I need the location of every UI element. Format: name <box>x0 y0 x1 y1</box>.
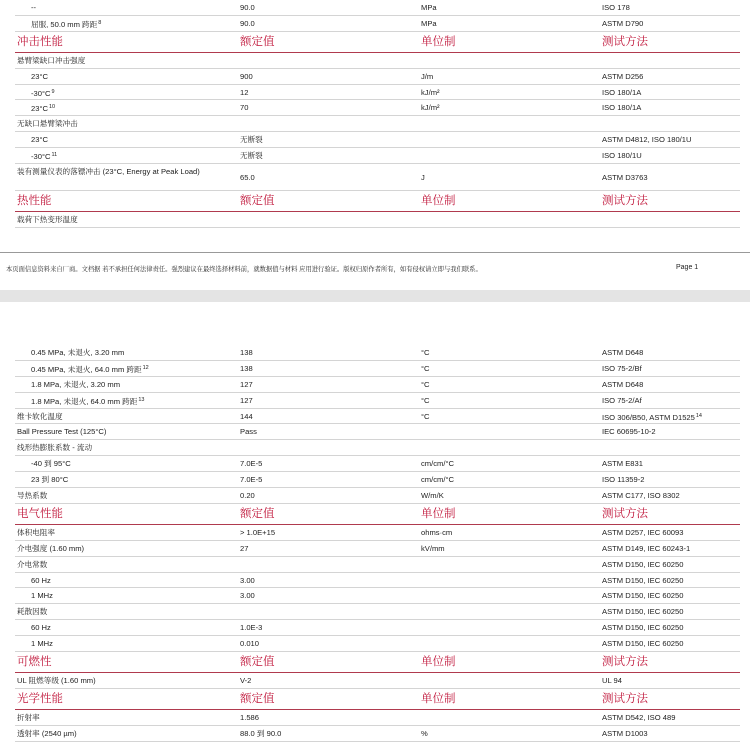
property-cell <box>31 132 48 148</box>
cell-text: 线形热膨胀系数 - 流动 <box>17 443 93 453</box>
method-cell <box>602 132 691 148</box>
section-method-cell <box>602 32 648 53</box>
cell-text: 88.0 到 90.0 <box>240 728 282 738</box>
property-cell <box>17 726 77 742</box>
cell-text: ASTM D150, IEC 60250 <box>602 559 684 569</box>
cell-text: 单位制 <box>421 195 456 208</box>
document-page-1 <box>0 0 750 290</box>
table-row <box>15 393 740 409</box>
section-unit-cell <box>421 689 456 710</box>
cell-text: 60 Hz <box>31 575 51 585</box>
section-unit-cell <box>421 191 456 212</box>
value-cell <box>240 85 248 101</box>
cell-text: -40 到 95°C <box>31 459 71 469</box>
value-cell <box>240 0 255 16</box>
value-cell <box>240 164 255 191</box>
cell-text: kJ/m² <box>421 103 440 113</box>
value-cell <box>240 393 253 409</box>
cell-text: 23°C <box>31 104 48 114</box>
cell-text: 1.586 <box>240 712 260 722</box>
method-cell <box>602 148 642 164</box>
cell-text: 无断裂 <box>240 151 263 161</box>
document-page-2 <box>0 302 750 750</box>
section-header-row <box>15 689 740 710</box>
property-cell <box>17 409 63 425</box>
method-cell <box>602 345 643 361</box>
cell-text: 透射率 (2540 µm) <box>17 728 77 738</box>
cell-text: % <box>421 728 428 738</box>
cell-text: UL 94 <box>602 676 622 686</box>
table-row <box>15 16 740 32</box>
method-cell <box>602 588 683 604</box>
cell-text: 23°C <box>31 135 48 145</box>
unit-cell <box>421 85 440 101</box>
unit-cell <box>421 409 430 425</box>
cell-text: ISO 11359-2 <box>602 475 645 485</box>
cell-text: 127 <box>240 395 253 405</box>
property-cell <box>17 541 84 557</box>
table-row <box>15 345 740 361</box>
table-row <box>15 673 740 689</box>
property-cell <box>31 345 124 361</box>
value-cell <box>240 345 253 361</box>
unit-cell <box>421 164 425 191</box>
cell-text: °C <box>421 348 430 357</box>
cell-text: ISO 75-2/Bf <box>602 363 642 373</box>
method-cell <box>602 472 645 488</box>
table-row <box>15 440 740 456</box>
property-cell <box>31 472 68 488</box>
table-row <box>15 132 740 148</box>
cell-text: °C <box>421 363 430 373</box>
cell-text: ASTM D542, ISO 489 <box>602 712 676 722</box>
section-method-cell <box>602 504 648 525</box>
cell-text: 60 Hz <box>31 623 51 633</box>
section-property-cell <box>17 191 52 212</box>
cell-text: ASTM D150, IEC 60250 <box>602 639 684 649</box>
table-row <box>15 541 740 557</box>
footnote-marker: 10 <box>48 104 56 111</box>
cell-text: 12 <box>240 87 249 97</box>
cell-text: ASTM D256 <box>602 71 644 81</box>
value-cell <box>240 673 251 689</box>
cell-text: V-2 <box>240 676 252 686</box>
table-row <box>15 0 740 16</box>
cell-text: 折射率 <box>17 712 40 722</box>
section-property-cell <box>17 32 63 53</box>
value-cell <box>240 100 248 116</box>
table-row <box>15 604 740 620</box>
value-cell <box>240 132 263 148</box>
cell-text: ASTM D790 <box>602 18 644 28</box>
section-value-cell <box>240 504 275 525</box>
table-row <box>15 525 740 541</box>
cell-text: 可燃性 <box>17 656 52 669</box>
property-cell <box>17 488 47 504</box>
cell-text: ASTM D648 <box>602 379 644 389</box>
property-cell <box>17 424 106 440</box>
cell-text: ASTM E831 <box>602 459 643 469</box>
property-cell <box>31 456 71 472</box>
cell-text: 额定值 <box>240 692 275 705</box>
property-cell <box>31 148 57 165</box>
value-cell <box>240 726 281 742</box>
cell-text: 导热系数 <box>17 491 48 501</box>
cell-text: MPa <box>421 3 437 12</box>
cell-text: ASTM D257, IEC 60093 <box>602 527 684 537</box>
property-cell <box>17 525 55 541</box>
cell-text: 1 MHz <box>31 591 53 601</box>
cell-text: ASTM D648 <box>602 348 644 357</box>
cell-text: UL 阻燃等级 (1.60 mm) <box>17 676 96 686</box>
cell-text: 3.00 <box>240 575 255 585</box>
cell-text: 屈服, 50.0 mm 跨距 <box>31 19 98 29</box>
method-cell <box>602 726 648 742</box>
cell-text: ASTM D3763 <box>602 173 648 183</box>
table-row <box>15 377 740 393</box>
unit-cell <box>421 726 428 742</box>
method-cell <box>602 16 643 32</box>
cell-text: > 1.0E+15 <box>240 527 276 537</box>
cell-text: 无缺口悬臂梁冲击 <box>17 119 78 129</box>
cell-text: 900 <box>240 71 253 81</box>
cell-text: cm/cm/°C <box>421 459 454 469</box>
table-row <box>15 620 740 636</box>
section-property-cell <box>17 689 63 710</box>
cell-text: J/m <box>421 71 434 81</box>
unit-cell <box>421 472 454 488</box>
value-cell <box>240 472 262 488</box>
footnote-marker: 12 <box>142 364 149 371</box>
property-cell <box>31 377 120 393</box>
cell-text: 3.00 <box>240 591 255 601</box>
value-cell <box>240 710 259 726</box>
cell-text: 23 到 80°C <box>31 475 69 485</box>
property-cell <box>17 166 217 177</box>
cell-text: ohms·cm <box>421 527 453 537</box>
property-cell <box>31 85 55 102</box>
table-row <box>15 472 740 488</box>
unit-cell <box>421 345 430 361</box>
property-cell <box>31 69 48 85</box>
value-cell <box>240 148 263 164</box>
property-cell <box>17 53 85 69</box>
value-cell <box>240 525 275 541</box>
unit-cell <box>421 456 454 472</box>
table-row <box>15 588 740 604</box>
cell-text: ASTM D150, IEC 60250 <box>602 591 684 601</box>
property-cell <box>31 636 53 652</box>
page-separator <box>0 290 750 302</box>
cell-text: 144 <box>240 411 253 421</box>
cell-text: 单位制 <box>421 656 456 669</box>
table-row <box>15 148 740 164</box>
footer-divider <box>0 252 750 253</box>
table-row <box>15 361 740 377</box>
table-row <box>15 212 740 228</box>
cell-text: -30°C <box>31 152 51 162</box>
footnote-marker: 14 <box>695 412 702 419</box>
section-header-row <box>15 652 740 673</box>
table-row <box>15 456 740 472</box>
cell-text: 测试方法 <box>602 35 648 48</box>
cell-text: ASTM D149, IEC 60243-1 <box>602 543 691 553</box>
cell-text: 载荷下热变形温度 <box>17 215 78 225</box>
property-cell <box>17 710 40 726</box>
cell-text: 单位制 <box>421 507 456 520</box>
unit-cell <box>421 377 430 393</box>
cell-text: 27 <box>240 543 249 553</box>
cell-text: W/m/K <box>421 491 444 501</box>
properties-table-page-1 <box>15 0 740 228</box>
table-row <box>15 557 740 573</box>
cell-text: 无断裂 <box>240 135 263 145</box>
cell-text: 光学性能 <box>17 692 63 705</box>
cell-text: 90.0 <box>240 3 255 12</box>
method-cell <box>602 488 680 504</box>
unit-cell <box>421 541 445 557</box>
method-cell <box>602 673 622 689</box>
section-property-cell <box>17 652 52 673</box>
section-unit-cell <box>421 32 456 53</box>
unit-cell <box>421 100 440 116</box>
property-cell <box>31 361 149 378</box>
property-cell <box>17 604 47 620</box>
section-header-row <box>15 191 740 212</box>
value-cell <box>240 361 253 377</box>
cell-text: 悬臂梁缺口冲击强度 <box>17 55 86 65</box>
method-cell <box>602 409 702 426</box>
cell-text: 体积电阻率 <box>17 527 55 537</box>
cell-text: Pass <box>240 427 257 437</box>
table-row <box>15 100 740 116</box>
section-header-row <box>15 504 740 525</box>
cell-text: 耗散因数 <box>17 607 48 617</box>
table-row <box>15 710 740 726</box>
cell-text: 额定值 <box>240 195 275 208</box>
cell-text: 138 <box>240 348 253 357</box>
cell-text: ASTM D150, IEC 60250 <box>602 623 684 633</box>
cell-text: 70 <box>240 103 249 113</box>
value-cell <box>240 409 253 425</box>
cell-text: 65.0 <box>240 173 255 183</box>
table-row <box>15 424 740 440</box>
section-header-row <box>15 32 740 53</box>
cell-text: 额定值 <box>240 35 275 48</box>
cell-text: kJ/m² <box>421 87 440 97</box>
footnote-marker: 13 <box>138 396 145 403</box>
value-cell <box>240 573 255 589</box>
cell-text: -30°C <box>31 88 51 98</box>
cell-text: MPa <box>421 18 437 28</box>
cell-text: ASTM D1003 <box>602 728 648 738</box>
cell-text: 1.8 MPa, 未退火, 3.20 mm <box>31 379 121 389</box>
table-row <box>15 69 740 85</box>
cell-text: 90.0 <box>240 18 255 28</box>
cell-text: 7.0E-5 <box>240 475 263 485</box>
footnote-marker: 9 <box>51 88 55 95</box>
section-value-cell <box>240 32 275 53</box>
cell-text: ISO 178 <box>602 3 630 12</box>
cell-text: 电气性能 <box>17 507 63 520</box>
cell-text: ASTM C177, ISO 8302 <box>602 491 680 501</box>
section-unit-cell <box>421 652 456 673</box>
cell-text: 138 <box>240 363 253 373</box>
cell-text: 介电强度 (1.60 mm) <box>17 543 85 553</box>
method-cell <box>602 710 675 726</box>
method-cell <box>602 525 683 541</box>
method-cell <box>602 541 690 557</box>
value-cell <box>240 16 255 32</box>
value-cell <box>240 424 257 440</box>
section-method-cell <box>602 689 648 710</box>
section-value-cell <box>240 652 275 673</box>
method-cell <box>602 361 642 377</box>
cell-text: 测试方法 <box>602 692 648 705</box>
table-row <box>15 488 740 504</box>
cell-text: 127 <box>240 379 253 389</box>
section-value-cell <box>240 689 275 710</box>
cell-text: 装有测量仪表的落镖冲击 (23°C, Energy at Peak Load) <box>17 167 200 177</box>
cell-text: °C <box>421 379 430 389</box>
unit-cell <box>421 69 433 85</box>
property-cell <box>17 557 47 573</box>
cell-text: 23°C <box>31 71 48 81</box>
cell-text: J <box>421 173 425 183</box>
unit-cell <box>421 525 452 541</box>
unit-cell <box>421 361 430 377</box>
cell-text: ISO 180/1A <box>602 103 642 113</box>
cell-text: 0.45 MPa, 未退火, 3.20 mm <box>31 348 125 357</box>
cell-text: 1 MHz <box>31 639 53 649</box>
cell-text: 冲击性能 <box>17 35 63 48</box>
cell-text: ASTM D150, IEC 60250 <box>602 607 684 617</box>
cell-text: 0.20 <box>240 491 255 501</box>
value-cell <box>240 377 253 393</box>
cell-text: -- <box>31 3 37 12</box>
method-cell <box>602 0 630 16</box>
method-cell <box>602 620 683 636</box>
footnote-marker: 8 <box>98 19 102 26</box>
value-cell <box>240 620 262 636</box>
cell-text: ISO 180/1A <box>602 87 642 97</box>
cell-text: 0.010 <box>240 639 260 649</box>
table-row <box>15 573 740 589</box>
cell-text: 1.8 MPa, 未退火, 64.0 mm 跨距 <box>31 396 138 406</box>
method-cell <box>602 377 643 393</box>
cell-text: 7.0E-5 <box>240 459 263 469</box>
property-cell <box>17 116 78 132</box>
section-value-cell <box>240 191 275 212</box>
method-cell <box>602 100 641 116</box>
cell-text: 介电常数 <box>17 559 48 569</box>
method-cell <box>602 557 683 573</box>
cell-text: 测试方法 <box>602 656 648 669</box>
value-cell <box>240 456 262 472</box>
footer-disclaimer: 本页面信息资料来自厂商。文档据 若不承担任何法律责任。强烈建议在最终选择材料前，就数据值与材料 应用进行验证。版权归原作者所有，如有侵权请立即与我们联系。 <box>6 266 482 273</box>
method-cell <box>602 69 643 85</box>
property-cell <box>31 393 144 410</box>
cell-text: ISO 75-2/Af <box>602 395 642 405</box>
property-cell <box>17 212 78 228</box>
cell-text: cm/cm/°C <box>421 475 454 485</box>
cell-text: ISO 180/1U <box>602 151 642 161</box>
table-row <box>15 636 740 652</box>
method-cell <box>602 393 642 409</box>
method-cell <box>602 164 648 191</box>
property-cell <box>31 16 101 33</box>
method-cell <box>602 573 683 589</box>
cell-text: 热性能 <box>17 195 52 208</box>
cell-text: 测试方法 <box>602 195 648 208</box>
cell-text: 测试方法 <box>602 507 648 520</box>
section-property-cell <box>17 504 63 525</box>
property-cell <box>31 0 36 16</box>
property-cell <box>17 440 92 456</box>
cell-text: IEC 60695-10-2 <box>602 427 656 437</box>
table-row <box>15 409 740 425</box>
property-cell <box>31 620 51 636</box>
property-cell <box>31 100 55 117</box>
unit-cell <box>421 393 430 409</box>
cell-text: ASTM D4812, ISO 180/1U <box>602 135 692 145</box>
footnote-marker: 11 <box>51 152 58 159</box>
table-row <box>15 164 740 191</box>
cell-text: 0.45 MPa, 未退火, 64.0 mm 跨距 <box>31 364 142 374</box>
unit-cell <box>421 488 444 504</box>
method-cell <box>602 636 683 652</box>
cell-text: 单位制 <box>421 692 456 705</box>
method-cell <box>602 604 683 620</box>
value-cell <box>240 488 255 504</box>
cell-text: 单位制 <box>421 35 456 48</box>
section-method-cell <box>602 652 648 673</box>
cell-text: kV/mm <box>421 543 445 553</box>
table-row <box>15 116 740 132</box>
cell-text: °C <box>421 395 430 405</box>
table-row <box>15 85 740 101</box>
section-method-cell <box>602 191 648 212</box>
unit-cell <box>421 0 437 16</box>
cell-text: Ball Pressure Test (125°C) <box>17 427 107 437</box>
cell-text: 维卡软化温度 <box>17 411 63 421</box>
method-cell <box>602 85 641 101</box>
page-number: Page 1 <box>676 264 699 271</box>
table-row <box>15 53 740 69</box>
cell-text: ISO 306/B50, ASTM D1525 <box>602 412 695 422</box>
cell-text: 额定值 <box>240 656 275 669</box>
properties-table-page-2 <box>15 345 740 742</box>
value-cell <box>240 636 259 652</box>
unit-cell <box>421 16 437 32</box>
section-unit-cell <box>421 504 456 525</box>
value-cell <box>240 69 253 85</box>
cell-text: 1.0E-3 <box>240 623 263 633</box>
method-cell <box>602 456 643 472</box>
value-cell <box>240 541 248 557</box>
table-row <box>15 726 740 742</box>
value-cell <box>240 588 255 604</box>
cell-text: ASTM D150, IEC 60250 <box>602 575 684 585</box>
property-cell <box>31 588 53 604</box>
cell-text: °C <box>421 411 430 421</box>
property-cell <box>31 573 51 589</box>
cell-text: 额定值 <box>240 507 275 520</box>
property-cell <box>17 673 96 689</box>
method-cell <box>602 424 656 440</box>
